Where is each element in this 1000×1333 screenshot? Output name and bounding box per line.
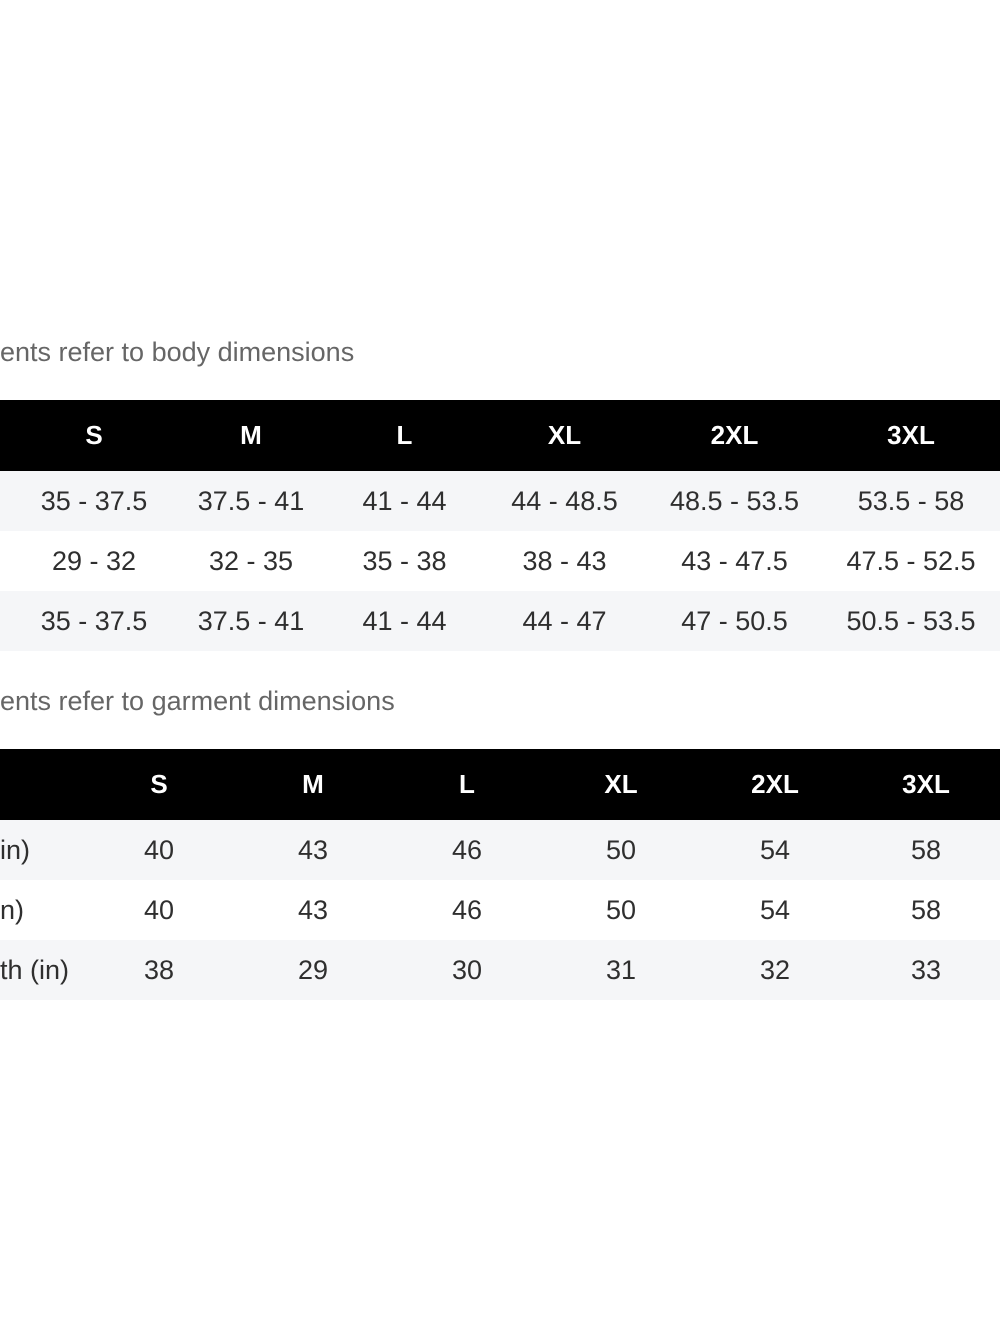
body-header-size-m: M <box>240 420 262 450</box>
table-row <box>0 880 1000 940</box>
table-row <box>0 531 1000 591</box>
table-cell: 44 - 48.5 <box>511 485 618 516</box>
garment-header-size-m: M <box>302 769 324 799</box>
garment-header-size-xl: XL <box>604 769 638 799</box>
table-cell: 43 <box>297 894 329 925</box>
body-header-size-2xl: 2XL <box>710 420 759 450</box>
table-cell: 43 <box>297 834 329 865</box>
table-cell: 41 - 44 <box>362 485 447 516</box>
table-cell: 32 - 35 <box>208 545 294 576</box>
table-cell: 50 <box>605 834 637 865</box>
table-cell: 37.5 - 41 <box>197 485 305 516</box>
row-label: th (in) <box>0 954 70 985</box>
table-row <box>0 820 1000 880</box>
garment-header-size-2xl: 2XL <box>751 769 799 799</box>
table-cell: 32 <box>759 954 791 985</box>
body-header-size-3xl: 3XL <box>887 420 935 450</box>
table-cell: 35 - 38 <box>362 545 447 576</box>
table-cell: 54 <box>759 894 791 925</box>
body-size-table <box>0 400 1000 651</box>
body-table-header-row <box>0 400 1000 471</box>
table-cell: 43 - 47.5 <box>681 545 788 576</box>
table-row <box>0 591 1000 651</box>
table-cell: 35 - 37.5 <box>40 605 148 636</box>
table-cell: 46 <box>451 834 483 865</box>
table-cell: 50 <box>605 894 637 925</box>
table-cell: 30 <box>451 954 483 985</box>
body-dimensions-caption: ents refer to body dimensions <box>0 337 355 367</box>
table-cell: 44 - 47 <box>522 605 607 636</box>
row-label <box>0 591 13 651</box>
table-row <box>0 471 1000 531</box>
table-cell: 37.5 - 41 <box>197 605 305 636</box>
body-header-size-l: L <box>396 420 413 450</box>
row-label <box>0 471 13 531</box>
table-cell: 31 <box>605 954 637 985</box>
table-cell: 54 <box>759 834 791 865</box>
table-cell: 38 <box>143 954 175 985</box>
garment-header-blank <box>0 749 82 820</box>
garment-dimensions-caption: ents refer to garment dimensions <box>0 686 395 716</box>
garment-table-header-row <box>0 749 1000 820</box>
table-cell: 50.5 - 53.5 <box>846 605 976 636</box>
table-cell: 41 - 44 <box>362 605 447 636</box>
table-cell: 58 <box>910 894 942 925</box>
body-header-blank <box>0 400 13 471</box>
row-label: n) <box>0 894 25 925</box>
garment-header-size-3xl: 3XL <box>902 769 950 799</box>
body-header-size-xl: XL <box>547 420 582 450</box>
table-cell: 33 <box>910 954 942 985</box>
table-cell: 47.5 - 52.5 <box>846 545 976 576</box>
row-label <box>0 531 13 591</box>
table-cell: 38 - 43 <box>522 545 607 576</box>
table-cell: 35 - 37.5 <box>40 485 148 516</box>
garment-header-size-l: L <box>459 769 475 799</box>
table-cell: 29 <box>297 954 329 985</box>
body-header-size-s: S <box>85 420 103 450</box>
garment-size-table <box>0 749 1000 1000</box>
table-cell: 48.5 - 53.5 <box>669 485 800 516</box>
table-cell: 29 - 32 <box>51 545 137 576</box>
table-cell: 53.5 - 58 <box>857 485 965 516</box>
table-cell: 40 <box>143 894 175 925</box>
row-label: in) <box>0 834 31 865</box>
table-cell: 40 <box>143 834 175 865</box>
table-cell: 47 - 50.5 <box>681 605 788 636</box>
table-cell: 46 <box>451 894 483 925</box>
table-row <box>0 940 1000 1000</box>
table-cell: 58 <box>910 834 942 865</box>
garment-header-size-s: S <box>150 769 168 799</box>
